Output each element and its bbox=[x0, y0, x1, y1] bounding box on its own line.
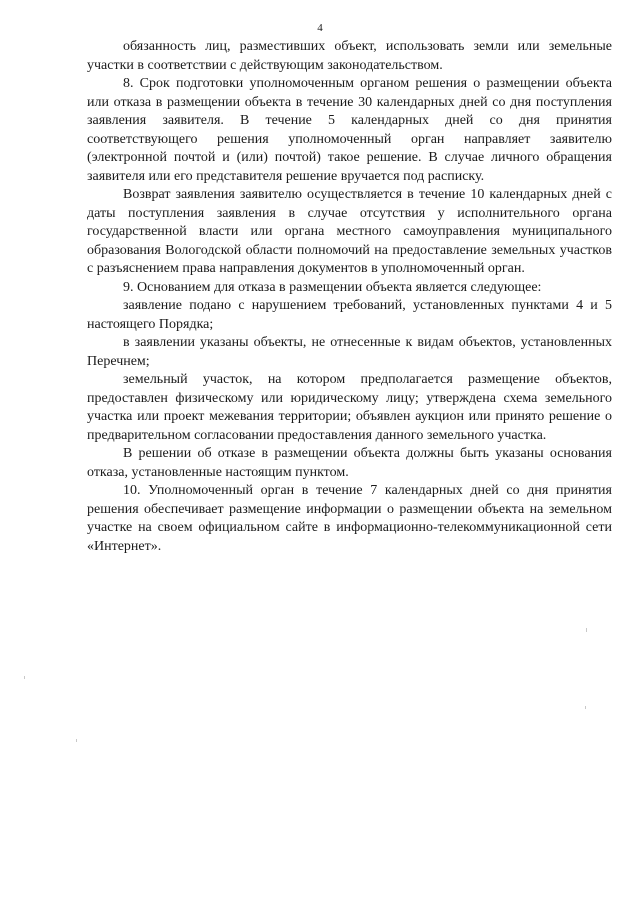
scan-mark bbox=[585, 706, 586, 709]
scan-mark bbox=[76, 739, 77, 742]
scan-mark bbox=[24, 676, 25, 679]
document-body bbox=[87, 38, 612, 556]
paragraph-refusal-reasons: В решении об отказе в размещении объекта должны быть указаны основания отказа, установленные настоящим пунктом. bbox=[87, 446, 612, 480]
paragraph-8-deadline: 8. Срок подготовки уполномоченным органом решения о размещении объекта или отказа в размещении объекта в течение 30 календарных дней со дня поступления заявления заявителя. В течение 5 календарных дней со дня принятия соответствующего решения уполномоченный орган направляет заявителю (электронной почтой и (или) почтой) такое решение. В случае личного обращения заявителя или его представителя решение вручается под расписку. bbox=[87, 76, 612, 184]
page-number: 4 bbox=[317, 22, 323, 34]
scan-mark bbox=[586, 628, 587, 632]
paragraph-ground-objects: в заявлении указаны объекты, не отнесенные к видам объектов, установленных Перечнем; bbox=[87, 335, 612, 369]
paragraph-ground-land-plot: земельный участок, на котором предполагается размещение объектов, предоставлен физическому или юридическому лицу; утверждена схема земельного участка или проект межевания территории; объявлен аукцион или принято решение о предварительном согласовании предоставления данного земельного участка. bbox=[87, 372, 612, 443]
paragraph-return: Возврат заявления заявителю осуществляется в течение 10 календарных дней с даты поступления заявления в случае отсутствия у исполнительного органа государственной власти или органа местного самоуправления муниципального образования Вологодской области полномочий на предоставление земельных участков с разъяснением права направления документов в уполномоченный орган. bbox=[87, 187, 612, 276]
paragraph-10-publication: 10. Уполномоченный орган в течение 7 календарных дней со дня принятия решения обеспечивает размещение информации о размещении объекта на земельном участке на своем официальном сайте в информационно-телекоммуникационной сети «Интернет». bbox=[87, 483, 612, 554]
paragraph-obligation: обязанность лиц, разместивших объект, использовать земли или земельные участки в соответствии с действующим законодательством. bbox=[87, 39, 612, 73]
paragraph-ground-requirements: заявление подано с нарушением требований, установленных пунктами 4 и 5 настоящего Порядка; bbox=[87, 298, 612, 332]
paragraph-9-grounds: 9. Основанием для отказа в размещении объекта является следующее: bbox=[123, 279, 542, 295]
